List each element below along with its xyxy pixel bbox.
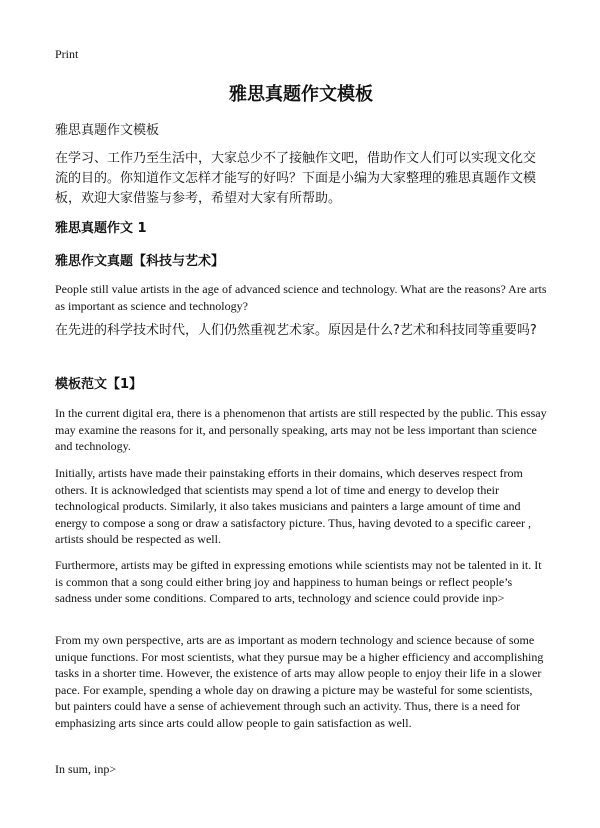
- essay-paragraph-3: Furthermore, artists may be gifted in expressing emotions while scientists may not be talented in it. It is common that a song could either bring joy and happiness to human beings or reflect people’s sadness under some conditions. Compared to arts, technology and science could provide inp>: [55, 558, 542, 605]
- document-title: 雅思真题作文模板: [229, 84, 373, 105]
- essay-paragraph-5: In sum, inp>: [55, 762, 117, 776]
- section-heading: 雅思真题作文 1: [55, 221, 147, 236]
- prompt-english: People still value artists in the age of advanced science and technology. What are the reasons? Are arts as important as science and technology?: [55, 282, 547, 313]
- essay-paragraph-1: In the current digital era, there is a phenomenon that artists are still respected by the public. This essay may examine the reasons for it, and personally speaking, arts may not be less important than science and technology.: [55, 406, 547, 453]
- document-subtitle: 雅思真题作文模板: [55, 123, 160, 138]
- prompt-chinese: 在先进的科学技术时代，人们仍然重视艺术家。原因是什么?艺术和科技同等重要吗?: [55, 323, 537, 338]
- prompt-heading: 雅思作文真题【科技与艺术】: [55, 254, 225, 269]
- print-label: Print: [55, 47, 79, 61]
- essay-paragraph-4: From my own perspective, arts are as important as modern technology and science because of some unique functions. For most scientists, what they pursue may be a higher efficiency and accomplishing tasks in a shorter time. However, the existence of arts may allow people to enjoy their life in a slower pace. For example, spending a whole day on drawing a picture may be wasteful for some scientists, but painters could have a sense of achievement through such an activity. Thus, there is a need for emphasizing arts since arts could allow people to gain satisfaction as well.: [55, 633, 544, 730]
- intro-paragraph: 在学习、工作乃至生活中，大家总少不了接触作文吧，借助作文人们可以实现文化交流的目的。你知道作文怎样才能写的好吗？下面是小编为大家整理的雅思真题作文模板，欢迎大家借鉴与参考，希望对大家有所帮助。: [55, 151, 537, 206]
- essay-paragraph-2: Initially, artists have made their painstaking efforts in their domains, which deserves respect from others. It is acknowledged that scientists may spend a lot of time and energy to develop their technological products. Similarly, it also takes musicians and painters a large amount of time and energy to compose a song or draw a satisfactory picture. Thus, having devoted to a specific career , artists should be respected as well.: [55, 466, 532, 546]
- sample-heading: 模板范文【1】: [55, 377, 143, 392]
